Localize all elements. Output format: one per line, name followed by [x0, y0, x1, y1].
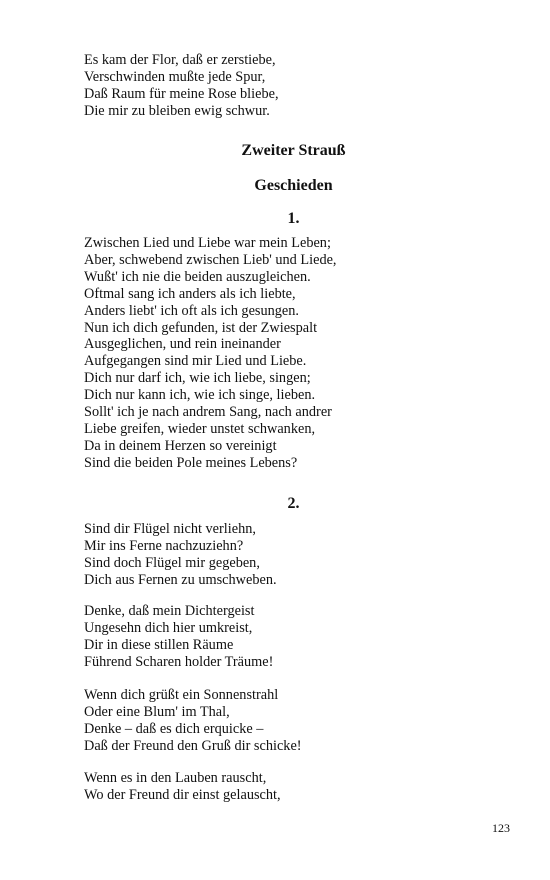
verse-line: Daß der Freund den Gruß dir schicke! [84, 737, 302, 754]
verse-line: Oder eine Blum' im Thal, [84, 703, 230, 720]
verse-line: Liebe greifen, wieder unstet schwanken, [84, 420, 316, 437]
verse-line: Sind doch Flügel mir gegeben, [84, 554, 260, 571]
verse-line: Die mir zu bleiben ewig schwur. [84, 102, 270, 119]
verse-line: Verschwinden mußte jede Spur, [84, 68, 266, 85]
verse-line: Wo der Freund dir einst gelauscht, [84, 786, 281, 803]
verse-line: Zwischen Lied und Liebe war mein Leben; [84, 235, 331, 251]
verse-line: Wenn es in den Lauben rauscht, [84, 770, 267, 786]
verse-line: Führend Scharen holder Träume! [84, 653, 274, 670]
verse-line: Wußt' ich nie die beiden auszugleichen. [84, 268, 311, 285]
poem-part-2-stanza-4 [84, 770, 281, 804]
verse-line: Dich nur kann ich, wie ich singe, lieben. [84, 387, 316, 404]
verse-line: Sind die beiden Pole meines Lebens? [84, 454, 298, 471]
verse-line: Wenn dich grüßt ein Sonnenstrahl [84, 687, 279, 703]
verse-line: Sollt' ich je nach andrem Sang, nach andrer [84, 404, 332, 421]
verse-line: Da in deinem Herzen so vereinigt [84, 437, 277, 454]
verse-line: Denke – daß es dich erquicke – [84, 720, 264, 737]
section-title: Zweiter Strauß [241, 142, 346, 159]
poem-part-1-stanza [84, 235, 337, 472]
verse-line: Dich aus Fernen zu umschweben. [84, 571, 277, 588]
verse-line: Mir ins Ferne nachzuziehn? [84, 537, 244, 554]
verse-line: Anders liebt' ich oft als ich gesungen. [84, 302, 299, 319]
poem-part-2-stanza-3 [84, 687, 302, 755]
verse-line: Denke, daß mein Dichtergeist [84, 603, 255, 619]
verse-line: Aufgegangen sind mir Lied und Liebe. [84, 353, 307, 370]
poem-stanza-top [84, 52, 279, 120]
verse-line: Sind dir Flügel nicht verliehn, [84, 521, 256, 537]
verse-line: Ausgeglichen, und rein ineinander [84, 336, 281, 353]
verse-line: Dich nur darf ich, wie ich liebe, singen; [84, 370, 311, 387]
poem-part-2-stanza-2 [84, 603, 273, 671]
part-number-2: 2. [287, 495, 300, 512]
verse-line: Daß Raum für meine Rose bliebe, [84, 85, 279, 102]
verse-line: Aber, schwebend zwischen Lieb' und Liede, [84, 251, 337, 268]
verse-line: Ungesehn dich hier umkreist, [84, 619, 253, 636]
verse-line: Es kam der Flor, daß er zerstiebe, [84, 52, 276, 68]
poem-part-2-stanza-1 [84, 521, 277, 589]
page-number: 123 [492, 821, 510, 835]
poem-title: Geschieden [254, 177, 333, 194]
verse-line: Nun ich dich gefunden, ist der Zwiespalt [84, 319, 318, 336]
part-number-1: 1. [287, 210, 300, 227]
verse-line: Oftmal sang ich anders als ich liebte, [84, 285, 296, 302]
verse-line: Dir in diese stillen Räume [84, 636, 234, 653]
